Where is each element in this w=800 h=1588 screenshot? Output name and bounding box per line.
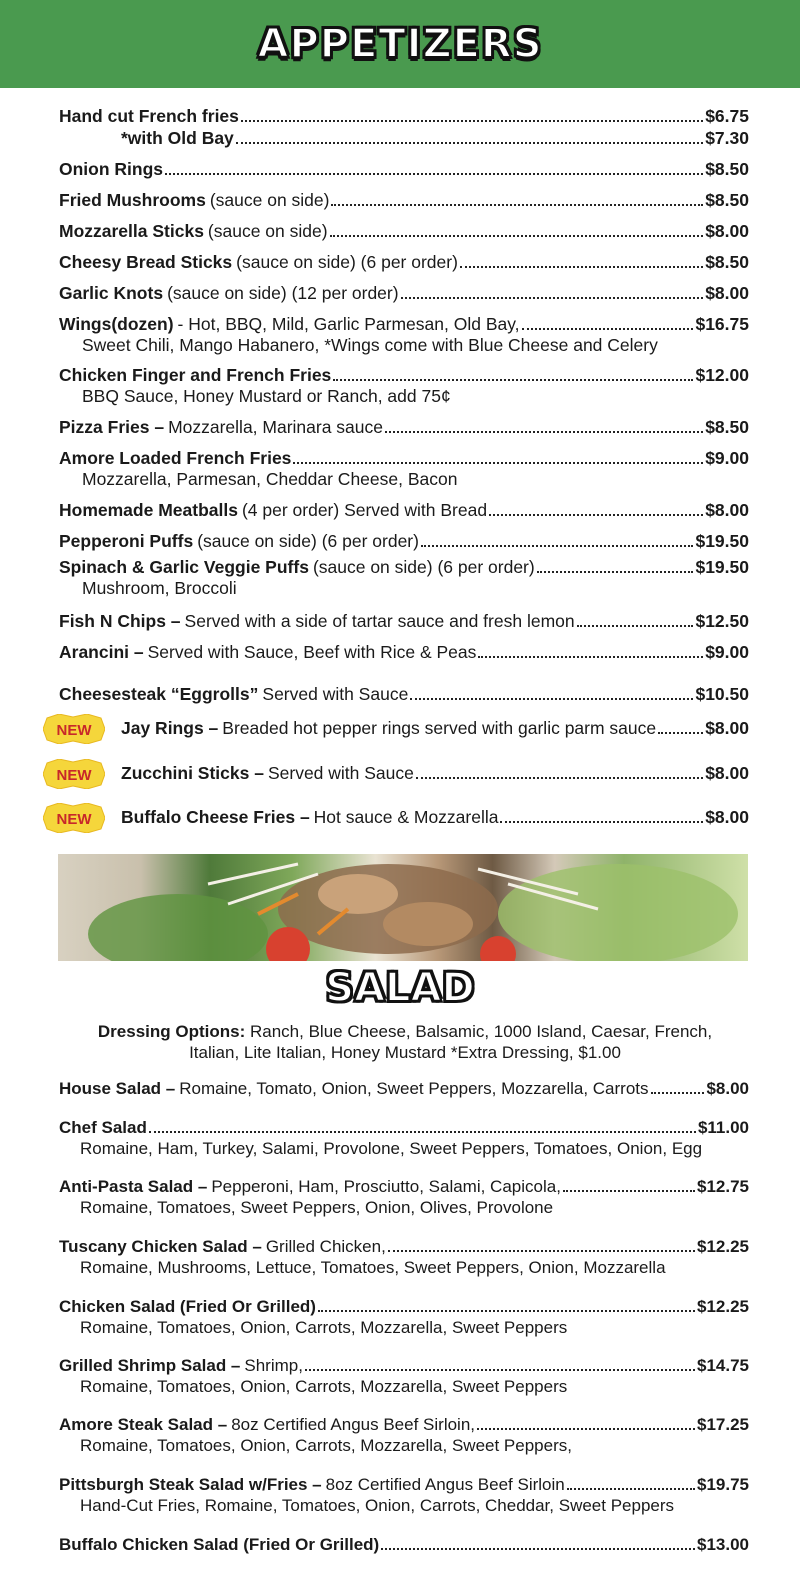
item-desc: (sauce on side)	[207, 221, 328, 241]
item-desc: Grilled Chicken,	[265, 1237, 386, 1256]
item-sub: Mushroom, Broccoli	[82, 578, 237, 598]
item-desc: Served with Sauce	[267, 763, 414, 783]
new-badge-text: NEW	[56, 811, 92, 828]
item-price: $8.00	[706, 1079, 749, 1098]
dressing-text-2: Italian, Lite Italian, Honey Mustard *Extra Dressing, $1.00	[189, 1043, 621, 1062]
item-price: $19.50	[695, 531, 749, 551]
item-name: Arancini –	[59, 642, 144, 662]
item-price: $12.50	[695, 611, 749, 631]
item-name: Mozzarella Sticks	[59, 221, 204, 241]
new-badge	[43, 714, 105, 744]
item-price: $12.75	[697, 1177, 749, 1196]
salad-title: SALAD	[325, 965, 475, 1011]
menu-item	[59, 448, 749, 490]
item-desc: Served with Sauce	[262, 684, 409, 704]
item-desc: Pepperoni, Ham, Prosciutto, Salami, Capicola,	[211, 1177, 561, 1196]
item-name: Tuscany Chicken Salad –	[59, 1237, 262, 1256]
new-badge	[43, 759, 105, 789]
menu-item	[59, 642, 749, 663]
menu-item	[59, 190, 749, 211]
menu-item	[59, 557, 749, 599]
item-name: Homemade Meatballs	[59, 500, 238, 520]
item-price: $8.50	[705, 159, 749, 179]
item-desc: Served with a side of tartar sauce and fresh lemon	[184, 611, 575, 631]
new-badge	[43, 803, 105, 833]
menu-item	[59, 417, 749, 438]
item-desc: (4 per order) Served with Bread	[241, 500, 488, 520]
item-name: Chicken Salad (Fried Or Grilled)	[59, 1297, 316, 1316]
menu-item	[59, 252, 749, 273]
item-sub: Mozzarella, Parmesan, Cheddar Cheese, Bacon	[82, 469, 458, 489]
item-name: Chef Salad	[59, 1118, 147, 1137]
menu-item	[59, 1078, 749, 1099]
item-price: $12.25	[697, 1237, 749, 1256]
new-badge-text: NEW	[56, 767, 92, 784]
menu-item-new	[56, 763, 749, 784]
item-price: $9.00	[705, 642, 749, 662]
item-sub: Romaine, Tomatoes, Sweet Peppers, Onion, Olives, Provolone	[80, 1198, 554, 1217]
menu-item	[59, 531, 749, 552]
item-desc: Served with Sauce, Beef with Rice & Peas	[147, 642, 477, 662]
menu-item	[59, 1534, 749, 1555]
item-name: Anti-Pasta Salad –	[59, 1177, 208, 1196]
item-price: $19.75	[697, 1475, 749, 1494]
item-price: $8.00	[705, 763, 749, 783]
menu-item	[59, 1355, 749, 1397]
item-name: Chicken Finger and French Fries	[59, 365, 332, 385]
menu-item	[59, 1176, 749, 1218]
item-price: $6.75	[705, 106, 749, 126]
menu-item	[59, 106, 749, 127]
item-name: Cheesy Bread Sticks	[59, 252, 233, 272]
item-sub: Romaine, Tomatoes, Onion, Carrots, Mozzarella, Sweet Peppers,	[80, 1436, 572, 1455]
item-name: Pizza Fries –	[59, 417, 165, 437]
menu-item	[59, 221, 749, 242]
item-name: Pittsburgh Steak Salad w/Fries –	[59, 1475, 322, 1494]
item-name: House Salad –	[59, 1079, 176, 1098]
item-desc: 8oz Certified Angus Beef Sirloin,	[231, 1415, 476, 1434]
item-desc: (sauce on side) (12 per order)	[167, 283, 399, 303]
item-price: $8.50	[705, 417, 749, 437]
item-sub: Romaine, Ham, Turkey, Salami, Provolone, Sweet Peppers, Tomatoes, Onion, Egg	[80, 1139, 703, 1158]
item-name: Fish N Chips –	[59, 611, 181, 631]
item-name: *with Old Bay	[121, 128, 234, 148]
appetizers-banner	[0, 0, 800, 88]
item-price: $8.00	[705, 221, 749, 241]
item-name: Grilled Shrimp Salad –	[59, 1356, 241, 1375]
item-price: $8.50	[705, 252, 749, 272]
menu-item	[59, 500, 749, 521]
menu-item	[59, 1414, 749, 1456]
item-name: Amore Steak Salad –	[59, 1415, 228, 1434]
item-sub: Sweet Chili, Mango Habanero, *Wings come with Blue Cheese and Celery	[82, 335, 658, 355]
menu-item	[59, 611, 749, 632]
salad-photo-art	[58, 854, 748, 961]
item-price: $7.30	[705, 128, 749, 148]
dressing-label: Dressing Options:	[97, 1022, 246, 1041]
item-price: $9.00	[705, 448, 749, 468]
item-name: Spinach & Garlic Veggie Puffs	[59, 557, 309, 577]
menu-item	[59, 314, 749, 356]
menu-item	[59, 1236, 749, 1278]
item-desc: (sauce on side) (6 per order)	[197, 531, 419, 551]
menu-item	[59, 1474, 749, 1516]
dressing-options	[60, 1021, 750, 1063]
item-sub: Romaine, Mushrooms, Lettuce, Tomatoes, Sweet Peppers, Onion, Mozzarella	[80, 1258, 666, 1277]
menu-item-new	[56, 807, 749, 828]
item-name: Amore Loaded French Fries	[59, 448, 292, 468]
item-desc: Breaded hot pepper rings served with garlic parm sauce	[222, 718, 657, 738]
item-name: Garlic Knots	[59, 283, 164, 303]
item-name: Hand cut French fries	[59, 106, 239, 126]
item-name: Wings(dozen)	[59, 314, 174, 334]
item-desc: - Hot, BBQ, Mild, Garlic Parmesan, Old Bay,	[177, 314, 520, 334]
item-desc: Romaine, Tomato, Onion, Sweet Peppers, Mozzarella, Carrots	[179, 1079, 649, 1098]
item-name: Pepperoni Puffs	[59, 531, 194, 551]
item-price: $12.00	[695, 365, 749, 385]
item-price: $8.00	[705, 807, 749, 827]
item-price: $12.25	[697, 1297, 749, 1316]
menu-item	[59, 128, 749, 149]
item-name: Buffalo Chicken Salad (Fried Or Grilled)	[59, 1535, 380, 1554]
item-desc: (sauce on side) (6 per order)	[312, 557, 535, 577]
item-sub: BBQ Sauce, Honey Mustard or Ranch, add 75¢	[82, 386, 451, 406]
item-name: Cheesesteak “Eggrolls”	[59, 684, 259, 704]
appetizers-title: APPETIZERS	[257, 21, 543, 67]
item-sub: Hand-Cut Fries, Romaine, Tomatoes, Onion, Carrots, Cheddar, Sweet Peppers	[80, 1496, 675, 1515]
item-sub: Romaine, Tomatoes, Onion, Carrots, Mozzarella, Sweet Peppers	[80, 1318, 568, 1337]
item-desc: Mozzarella, Marinara sauce	[168, 417, 384, 437]
item-price: $16.75	[695, 314, 749, 334]
item-name: Buffalo Cheese Fries –	[121, 807, 310, 827]
item-price: $8.50	[705, 190, 749, 210]
menu-item	[59, 1117, 749, 1159]
item-price: $14.75	[697, 1356, 749, 1375]
salad-photo	[58, 854, 748, 961]
menu-item	[59, 365, 749, 407]
item-price: $13.00	[697, 1535, 749, 1554]
item-price: $10.50	[695, 684, 749, 704]
menu-item	[59, 159, 749, 180]
item-sub: Romaine, Tomatoes, Onion, Carrots, Mozzarella, Sweet Peppers	[80, 1377, 568, 1396]
item-price: $8.00	[705, 500, 749, 520]
new-badge-text: NEW	[56, 722, 92, 739]
item-price: $11.00	[697, 1118, 749, 1137]
item-desc: (sauce on side)	[209, 190, 330, 210]
item-price: $19.50	[695, 557, 749, 577]
item-price: $17.25	[697, 1415, 749, 1434]
item-price: $8.00	[705, 283, 749, 303]
item-desc: Shrimp,	[244, 1356, 303, 1375]
item-name: Fried Mushrooms	[59, 190, 206, 210]
item-price: $8.00	[705, 718, 749, 738]
item-name: Jay Rings –	[121, 718, 219, 738]
menu-item	[59, 283, 749, 304]
menu-item	[59, 1296, 749, 1338]
menu-item-new	[56, 718, 749, 739]
item-desc: (sauce on side) (6 per order)	[236, 252, 458, 272]
dressing-text: Ranch, Blue Cheese, Balsamic, 1000 Island, Caesar, French,	[250, 1022, 713, 1041]
item-name: Zucchini Sticks –	[121, 763, 264, 783]
item-name: Onion Rings	[59, 159, 164, 179]
item-desc: Hot sauce & Mozzarella	[313, 807, 499, 827]
menu-item	[59, 684, 749, 705]
item-desc: 8oz Certified Angus Beef Sirloin	[325, 1475, 565, 1494]
